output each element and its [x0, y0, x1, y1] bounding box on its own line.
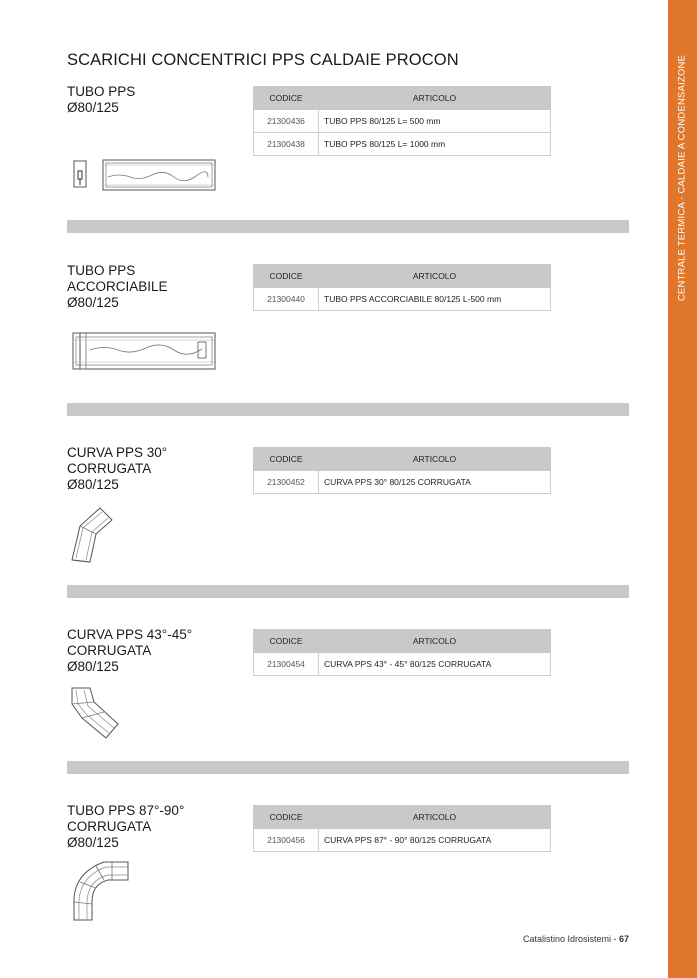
- product-table-tubo-pps-accorciabile: [253, 264, 551, 311]
- item-article: CURVA PPS 87° - 90° 80/125 CORRUGATA: [319, 829, 551, 852]
- header-code: CODICE: [254, 448, 319, 471]
- page-title: SCARICHI CONCENTRICI PPS CALDAIE PROCON: [67, 51, 459, 69]
- item-code: 21300438: [254, 133, 319, 156]
- table-header-row: [254, 87, 551, 110]
- table-row: [254, 653, 551, 676]
- product-name-line: Ø80/125: [67, 100, 119, 115]
- product-name-line: CORRUGATA: [67, 819, 152, 834]
- product-name-line: Ø80/125: [67, 659, 119, 674]
- product-name-line: Ø80/125: [67, 295, 119, 310]
- item-article: TUBO PPS ACCORCIABILE 80/125 L-500 mm: [319, 288, 551, 311]
- footer-catalog-name: Catalistino Idrosistemi: [522, 934, 611, 944]
- page-number: 67: [618, 934, 629, 944]
- product-table-curva-87-90: [253, 805, 551, 852]
- product-name-line: CORRUGATA: [67, 461, 152, 476]
- bend-45-image: [68, 684, 124, 746]
- bend-30-image: [66, 500, 118, 566]
- item-code: 21300454: [254, 653, 319, 676]
- table-header-row: [254, 806, 551, 829]
- table-header-row: [254, 265, 551, 288]
- product-name-line: ACCORCIABILE: [67, 279, 168, 294]
- table-row: [254, 471, 551, 494]
- product-name-line: CURVA PPS 43°-45°: [67, 627, 193, 642]
- table-row: [254, 829, 551, 852]
- product-name-line: TUBO PPS: [67, 84, 136, 99]
- table-header-row: [254, 448, 551, 471]
- table-row: [254, 110, 551, 133]
- header-article: ARTICOLO: [319, 630, 551, 653]
- header-code: CODICE: [254, 630, 319, 653]
- product-name-curva-87-90: [67, 803, 184, 851]
- product-name-line: Ø80/125: [67, 477, 119, 492]
- product-name-line: CORRUGATA: [67, 643, 152, 658]
- header-article: ARTICOLO: [319, 448, 551, 471]
- side-category-label: CENTRALE TERMICA - CALDAIE A CONDENSAIZONE: [676, 54, 688, 302]
- item-article: CURVA PPS 43° - 45° 80/125 CORRUGATA: [319, 653, 551, 676]
- product-name-tubo-pps: [67, 84, 135, 116]
- header-article: ARTICOLO: [319, 265, 551, 288]
- item-code: 21300452: [254, 471, 319, 494]
- product-name-line: CURVA PPS 30°: [67, 445, 168, 460]
- header-code: CODICE: [254, 87, 319, 110]
- table-row: [254, 288, 551, 311]
- shortenable-pipe-image: [70, 330, 220, 372]
- table-row: [254, 133, 551, 156]
- header-article: ARTICOLO: [319, 806, 551, 829]
- product-name-line: TUBO PPS 87°-90°: [67, 803, 185, 818]
- page-footer: [523, 934, 629, 944]
- item-code: 21300456: [254, 829, 319, 852]
- header-code: CODICE: [254, 806, 319, 829]
- product-table-curva-30: [253, 447, 551, 494]
- item-code: 21300436: [254, 110, 319, 133]
- product-name-line: Ø80/125: [67, 835, 119, 850]
- product-name-curva-30: [67, 445, 167, 493]
- item-article: CURVA PPS 30° 80/125 CORRUGATA: [319, 471, 551, 494]
- item-article: TUBO PPS 80/125 L= 500 mm: [319, 110, 551, 133]
- straight-pipe-image: [70, 155, 220, 195]
- product-name-line: TUBO PPS: [67, 263, 136, 278]
- section-divider: [67, 761, 629, 774]
- footer-separator: -: [610, 934, 619, 944]
- section-divider: [67, 220, 629, 233]
- header-code: CODICE: [254, 265, 319, 288]
- product-name-tubo-pps-accorciabile: [67, 263, 168, 311]
- header-article: ARTICOLO: [319, 87, 551, 110]
- product-name-curva-43-45: [67, 627, 192, 675]
- bend-90-image: [68, 858, 134, 924]
- item-article: TUBO PPS 80/125 L= 1000 mm: [319, 133, 551, 156]
- product-table-curva-43-45: [253, 629, 551, 676]
- product-table-tubo-pps: [253, 86, 551, 156]
- section-divider: [67, 403, 629, 416]
- section-divider: [67, 585, 629, 598]
- item-code: 21300440: [254, 288, 319, 311]
- table-header-row: [254, 630, 551, 653]
